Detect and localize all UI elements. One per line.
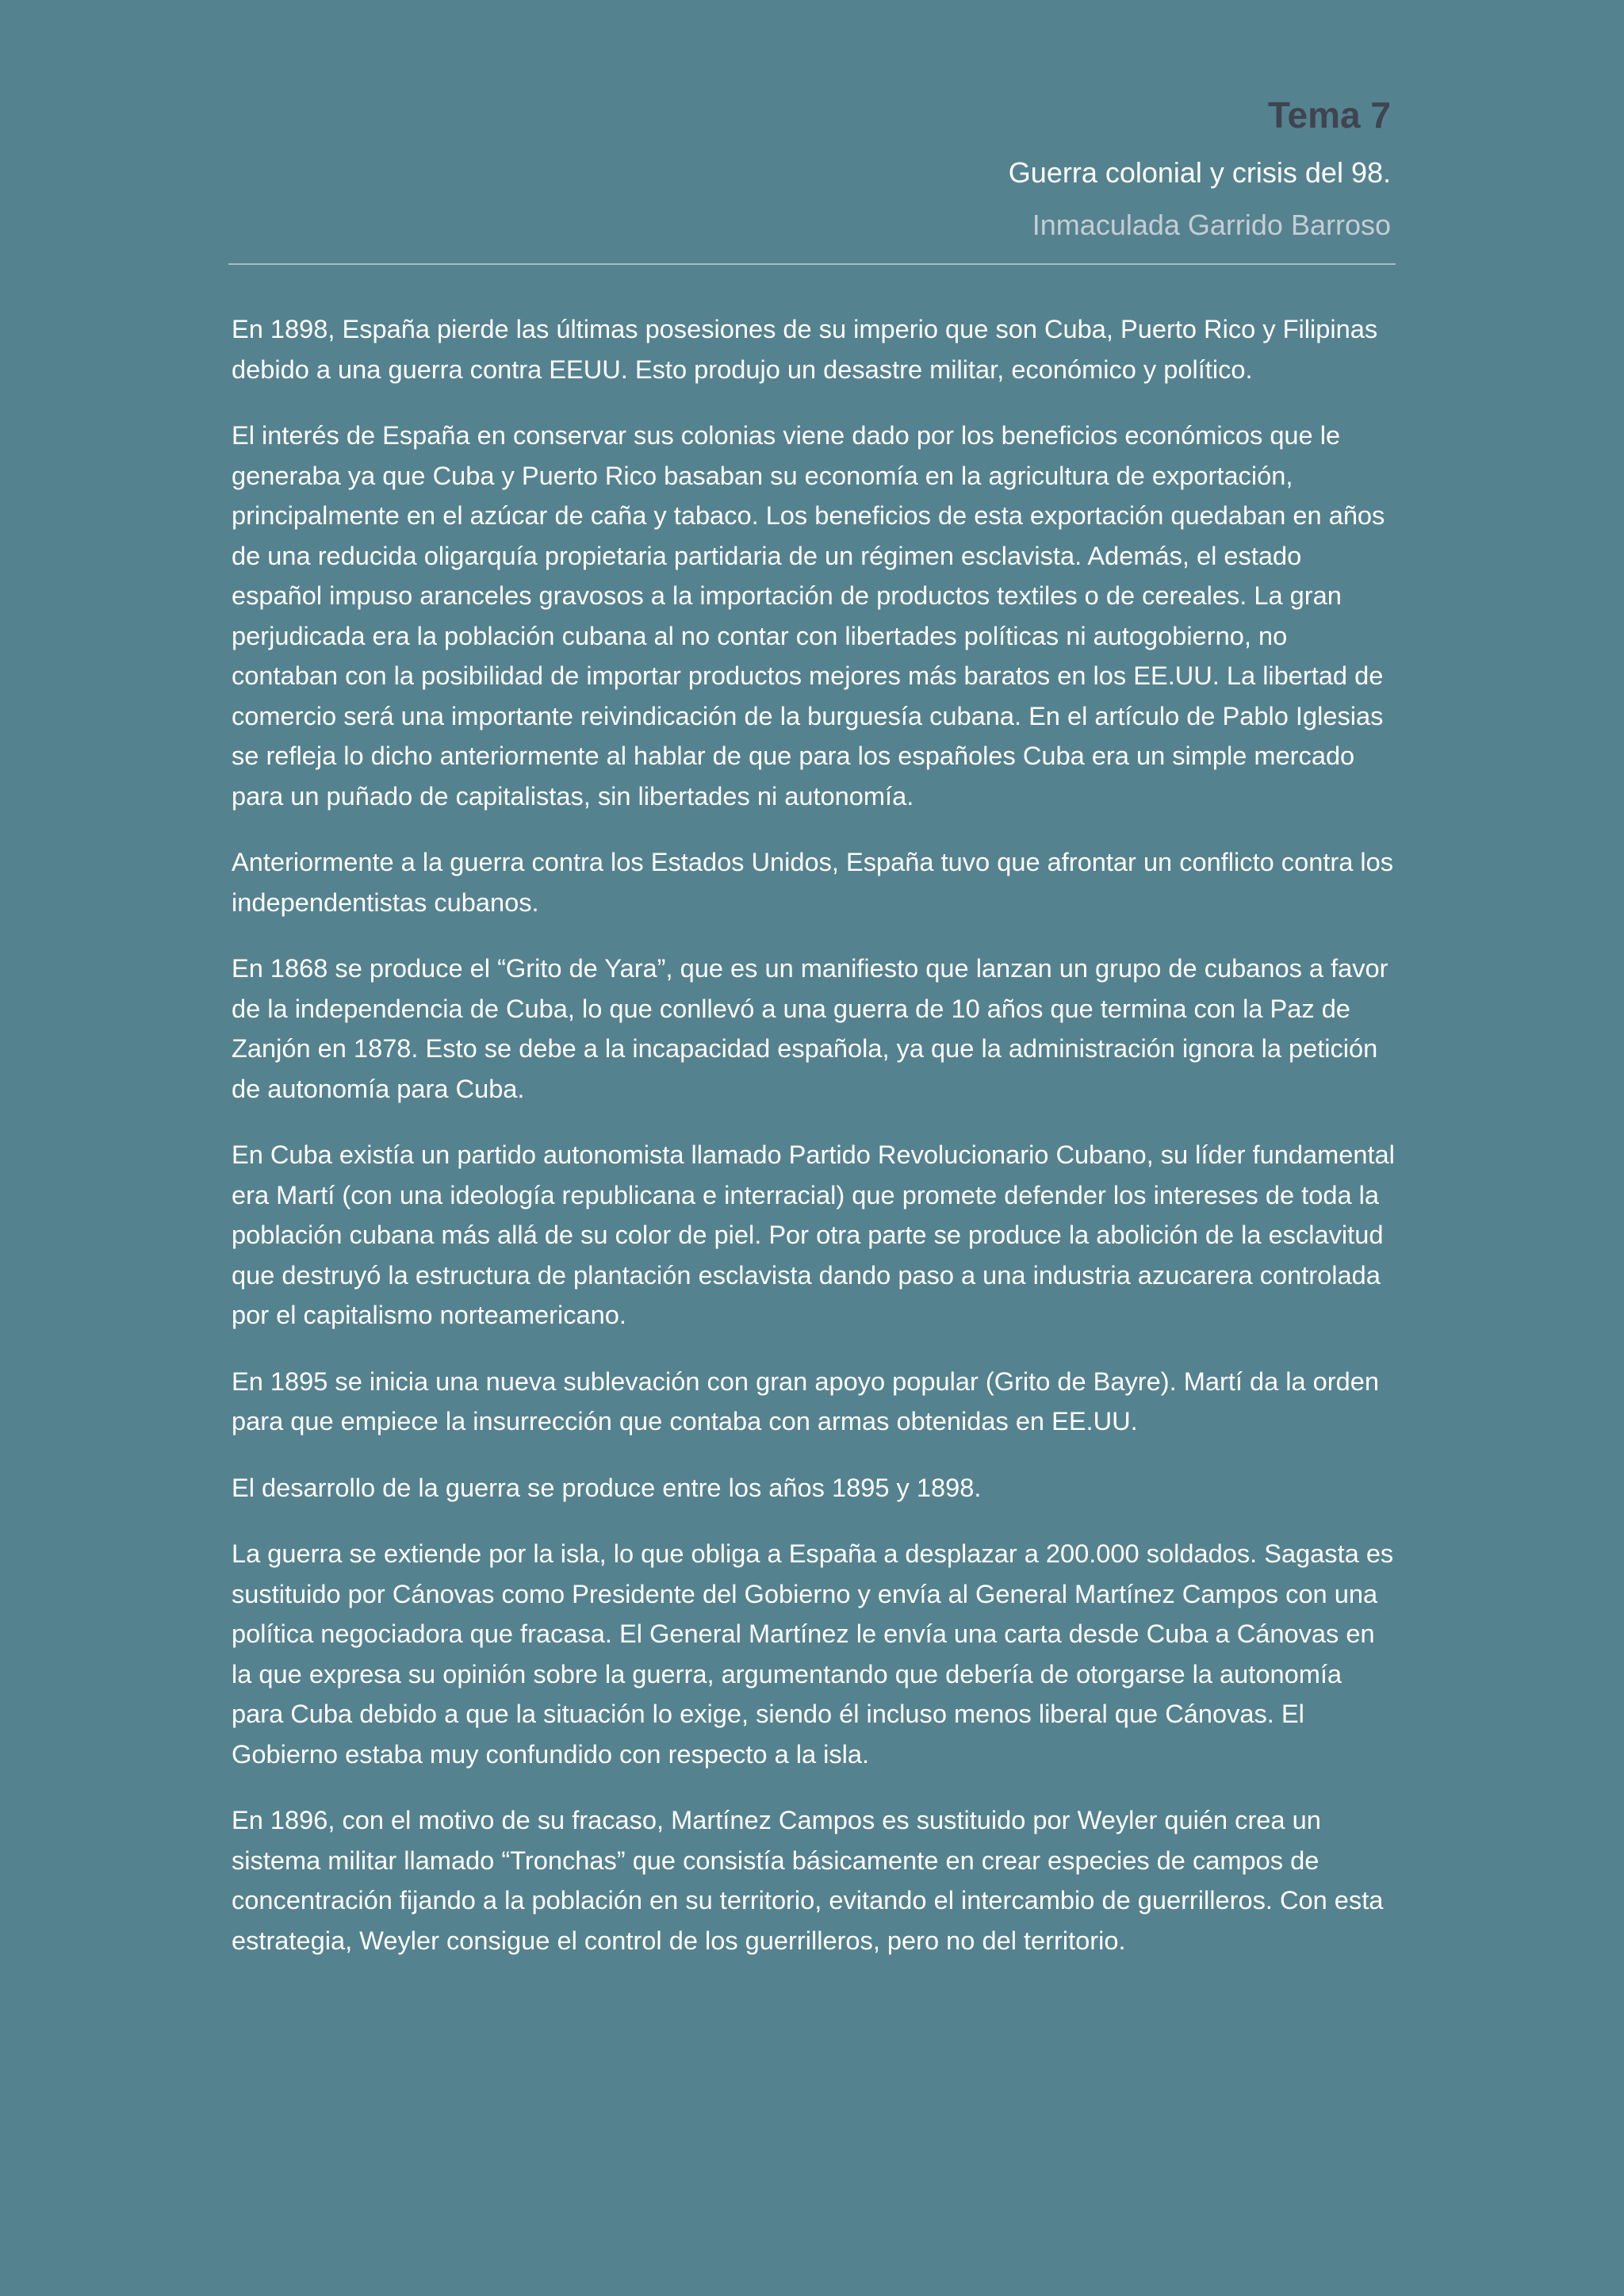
paragraph: Anteriormente a la guerra contra los Estados Unidos, España tuvo que afrontar un conflicto contra los independentistas cubanos.: [232, 847, 1394, 917]
header-divider: [228, 263, 1396, 265]
paragraph: En 1895 se inicia una nueva sublevación con gran apoyo popular (Grito de Bayre). Martí da la orden para que empiece la insurrección que contaba con armas obtenidas en EE.UU.: [232, 1366, 1379, 1435]
paragraph: En 1896, con el motivo de su fracaso, Martínez Campos es sustituido por Weyler quién crea un sistema militar llamado “Tronchas” que consistía básicamente en crear especies de campos de concentración fijando a la población en su territorio, evitando el intercambio de guerrilleros. Con esta estrategia, Weyler consigue el control de los guerrilleros, pero no del territorio.: [232, 1805, 1384, 1955]
author-name: Inmaculada Garrido Barroso: [1032, 209, 1391, 241]
paragraph: En 1868 se produce el “Grito de Yara”, que es un manifiesto que lanzan un grupo de cubanos a favor de la independencia de Cuba, lo que conllevó a una guerra de 10 años que termina con la Paz de Zanjón en 1878. Esto se debe a la incapacidad española, ya que la administración ignora la petición de autonomía para Cuba.: [232, 953, 1388, 1103]
paragraph: En 1898, España pierde las últimas posesiones de su imperio que son Cuba, Puerto Rico y Filipinas debido a una guerra contra EEUU. Esto produjo un desastre militar, económico y político.: [232, 314, 1378, 384]
paragraph: El desarrollo de la guerra se produce entre los años 1895 y 1898.: [232, 1472, 982, 1502]
paragraph: El interés de España en conservar sus colonias viene dado por los beneficios económicos que le generaba ya que Cuba y Puerto Rico basaban su economía en la agricultura de exportación, principalmente en el azúcar de caña y tabaco. Los beneficios de esta exportación quedaban en años de una reducida oligarquía propietaria partidaria de un régimen esclavista. Además, el estado español impuso aranceles gravosos a la importación de productos textiles o de cereales. La gran perjudicada era la población cubana al no contar con libertades políticas ni autogobierno, no contaban con la posibilidad de importar productos mejores más baratos en los EE.UU. La libertad de comercio será una importante reivindicación de la burguesía cubana. En el artículo de Pablo Iglesias se refleja lo dicho anteriormente al hablar de que para los españoles Cuba era un simple mercado para un puñado de capitalistas, sin libertades ni autonomía.: [232, 420, 1385, 811]
page-subtitle: Guerra colonial y crisis del 98.: [1008, 156, 1391, 189]
document-body: [232, 309, 1397, 1987]
paragraph: En Cuba existía un partido autonomista llamado Partido Revolucionario Cubano, su líder fundamental era Martí (con una ideología republicana e interracial) que promete defender los intereses de toda la población cubana más allá de su color de piel. Por otra parte se produce la abolición de la esclavitud que destruyó la estructura de plantación esclavista dando paso a una industria azucarera controlada por el capitalismo norteamericano.: [232, 1140, 1395, 1329]
page-title: Tema 7: [1267, 94, 1391, 136]
document-header: [228, 76, 1394, 240]
paragraph: La guerra se extiende por la isla, lo que obliga a España a desplazar a 200.000 soldados. Sagasta es sustituido por Cánovas como Presidente del Gobierno y envía al General Martínez Campos con una política negociadora que fracasa. El General Martínez le envía una carta desde Cuba a Cánovas en la que expresa su opinión sobre la guerra, argumentando que debería de otorgarse la autonomía para Cuba debido a que la situación lo exige, siendo él incluso menos liberal que Cánovas. El Gobierno estaba muy confundido con respecto a la isla.: [232, 1539, 1394, 1769]
